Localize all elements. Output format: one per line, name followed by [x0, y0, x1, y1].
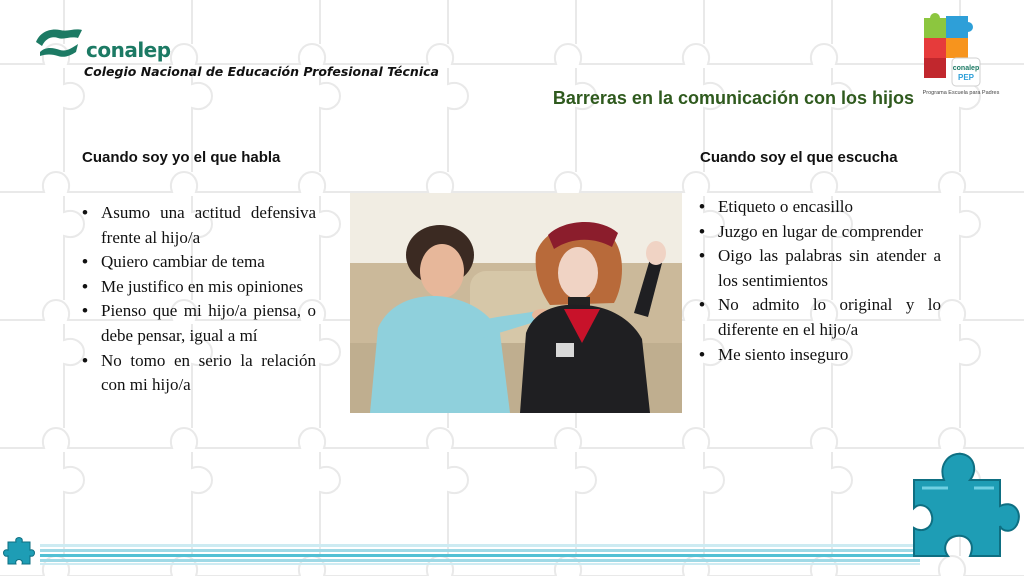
- pep-logo-caption: Programa Escuela para Padres: [922, 90, 1000, 96]
- left-column-heading: Cuando soy yo el que habla: [82, 149, 281, 166]
- list-item: • Quiero cambiar de tema: [81, 250, 316, 275]
- list-item: • Me siento inseguro: [698, 343, 941, 368]
- list-item: • Asumo una actitud defensiva frente al hijo/a: [81, 201, 316, 250]
- list-item: • Oigo las palabras sin atender a los sentimientos: [698, 244, 941, 293]
- puzzle-logo-icon: [918, 12, 998, 90]
- conalep-wordmark: conalep: [86, 38, 171, 62]
- slide-title: Barreras en la comunicación con los hijos: [552, 88, 914, 108]
- left-bullet-list: [81, 201, 316, 398]
- list-item: • Juzgo en lugar de comprender: [698, 220, 941, 245]
- conalep-logo: [34, 26, 454, 86]
- list-item: • Pienso que mi hijo/a piensa, o debe pensar, igual a mí: [81, 299, 316, 348]
- institution-name: Colegio Nacional de Educación Profesional Técnica: [84, 64, 439, 79]
- pep-logo-word: conalep: [952, 65, 980, 72]
- footer-stripes: [0, 542, 1024, 566]
- conalep-logo-icon: [34, 26, 84, 60]
- puzzle-piece-icon: [2, 530, 42, 570]
- list-item: • No admito lo original y lo diferente en el hijo/a: [698, 293, 941, 342]
- puzzle-piece-icon: [904, 446, 1020, 570]
- argument-photo: [350, 193, 682, 413]
- list-item: • Etiqueto o encasillo: [698, 195, 941, 220]
- list-item: • Me justifico en mis opiniones: [81, 275, 316, 300]
- pep-logo: [918, 12, 998, 98]
- right-column-heading: Cuando soy el que escucha: [700, 149, 898, 166]
- list-item: • No tomo en serio la relación con mi hijo/a: [81, 349, 316, 398]
- right-bullet-list: [698, 195, 941, 367]
- pep-logo-badge: PEP: [957, 73, 975, 82]
